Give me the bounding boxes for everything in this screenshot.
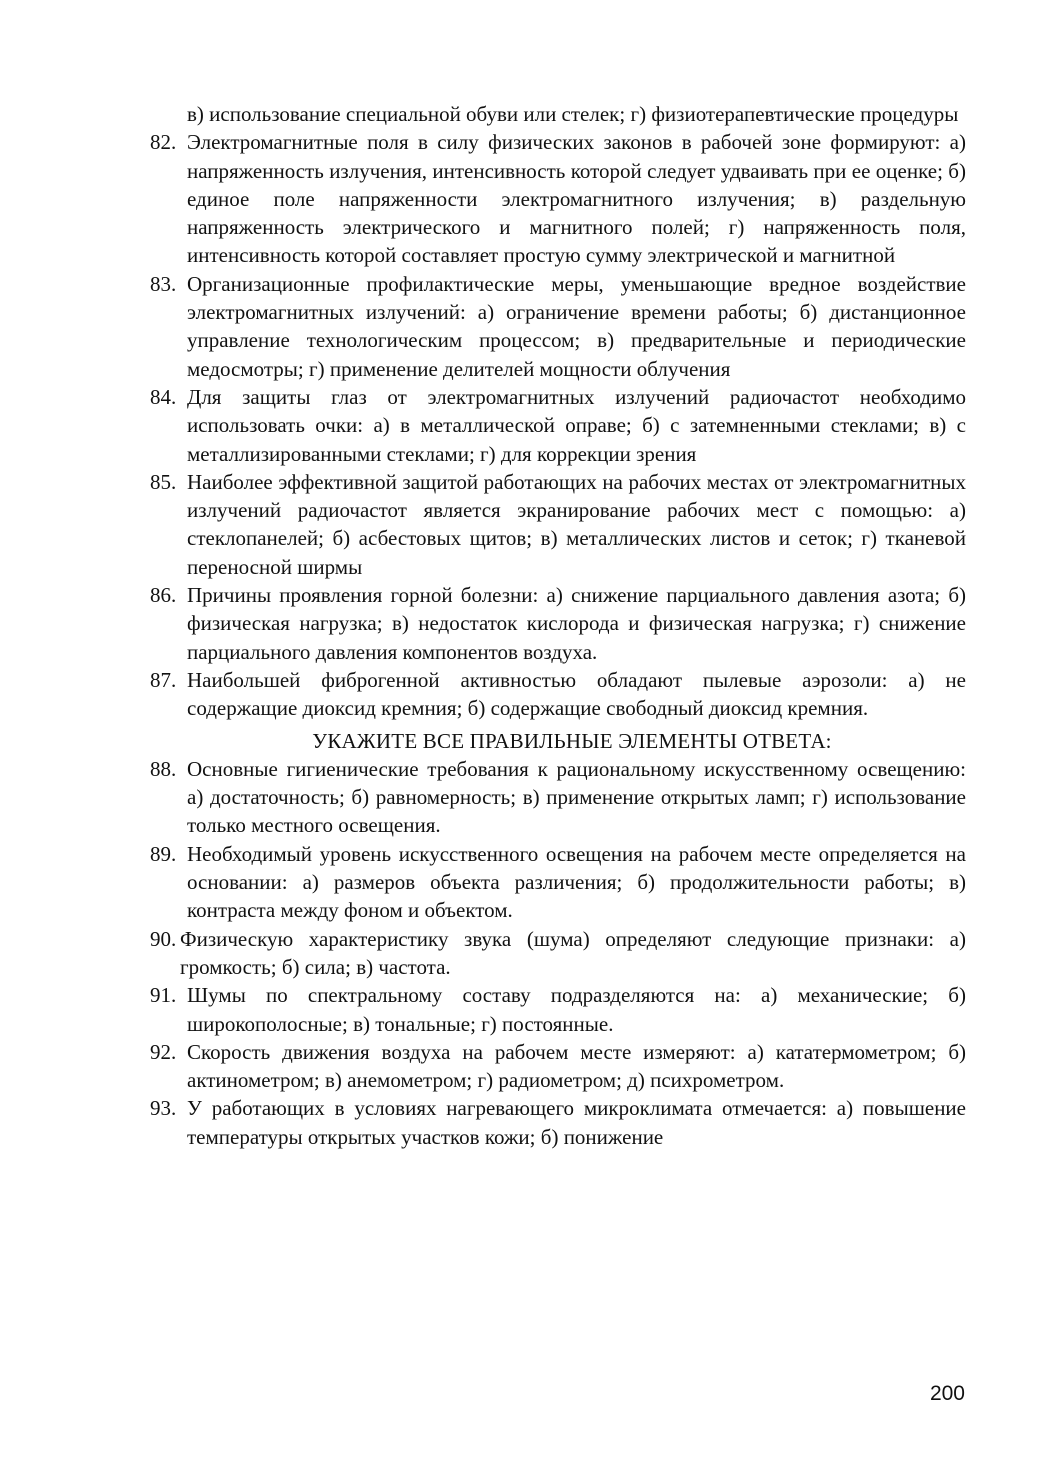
- question-text: Наибольшей фиброгенной активностью обладают пылевые аэрозоли: а) не содержащие диоксид кремния; б) содержащие свободный диоксид кремния.: [187, 667, 966, 721]
- question-item: [150, 383, 966, 468]
- question-item: [150, 666, 966, 723]
- page-number: 200: [929, 1382, 965, 1405]
- question-item: [150, 840, 966, 925]
- question-text: Скорость движения воздуха на рабочем месте измеряют: а) кататермометром; б) актинометром; в) анемометром; г) радиометром; д) психрометром.: [187, 1039, 966, 1093]
- question-number: 89.: [150, 841, 177, 866]
- continuation-text: [150, 100, 966, 128]
- question-item: [150, 981, 966, 1038]
- question-text: Необходимый уровень искусственного освещения на рабочем месте определяется на основании: а) размеров объекта различения; б) продолжительности работы; в) контраста между фоном и объектом.: [187, 841, 966, 923]
- question-text: Основные гигиенические требования к рациональному искусственному освещению: а) достаточность; б) равномерность; в) применение открытых ламп; г) использование только местного освещения.: [187, 756, 966, 838]
- question-item: [150, 1038, 966, 1095]
- question-number: 82.: [150, 130, 177, 155]
- question-text: У работающих в условиях нагревающего микроклимата отмечается: а) повышение температуры открытых участков кожи; б) понижение: [187, 1096, 966, 1149]
- question-text: Для защиты глаз от электромагнитных излучений радиочастот необходимо использовать очки: а) в металлической оправе; б) с затемненными стеклами; в) с металлизированными стеклами; г) для коррекции зрения: [187, 384, 966, 466]
- question-item: [150, 1094, 966, 1151]
- question-number: 90.: [150, 926, 177, 951]
- question-text: Наиболее эффективной защитой работающих на рабочих местах от электромагнитных излучений радиочастот является экранирование рабочих мест с помощью: а) стеклопанелей; б) асбестовых щитов; в) металлических листов и сеток; г) тканевой переносной ширмы: [187, 469, 966, 579]
- question-text: Организационные профилактические меры, уменьшающие вредное воздействие электромагнитных излучений: а) ограничение времени работы; б) дистанционное управление технологическим процессом; в) предварительные и периодические медосмотры; г) применение делителей мощности облучения: [187, 271, 966, 381]
- continuation-body: в) использование специальной обуви или стелек; г) физиотерапевтические процедуры: [187, 102, 959, 126]
- question-number: 88.: [150, 756, 177, 781]
- question-text: Причины проявления горной болезни: а) снижение парциального давления азота; б) физическая нагрузка; в) недостаток кислорода и физическая нагрузка; г) снижение парциального давления компонентов воздуха.: [187, 583, 966, 664]
- document-page: [150, 100, 966, 1151]
- question-text: Шумы по спектральному составу подразделяются на: а) механические; б) широкополосные; в) тональные; г) постоянные.: [187, 983, 966, 1036]
- question-item: [150, 925, 966, 982]
- question-number: 91.: [150, 983, 177, 1008]
- question-item: [150, 468, 966, 581]
- question-number: 92.: [150, 1039, 177, 1064]
- question-item: [150, 755, 966, 840]
- question-number: 84.: [150, 384, 177, 409]
- section-heading: УКАЖИТЕ ВСЕ ПРАВИЛЬНЫЕ ЭЛЕМЕНТЫ ОТВЕТА:: [312, 728, 832, 753]
- question-item: [150, 128, 966, 269]
- question-item: [150, 270, 966, 383]
- question-number: 83.: [150, 271, 177, 296]
- question-number: 93.: [150, 1096, 177, 1121]
- question-number: 86.: [150, 583, 177, 608]
- question-number: 85.: [150, 469, 177, 494]
- question-item: [150, 581, 966, 666]
- question-number: 87.: [150, 667, 177, 692]
- question-text: Электромагнитные поля в силу физических законов в рабочей зоне формируют: а) напряженность излучения, интенсивность которой следует удваивать при ее оценке; б) единое поле напряженности электромагнитного излучения; в) раздельную напряженность электрического и магнитного полей; г) напряженность поля, интенсивность которой составляет простую сумму электрической и магнитной: [187, 130, 966, 268]
- question-text: Физическую характеристику звука (шума) определяют следующие признаки: а) громкость; б) сила; в) частота.: [180, 926, 966, 979]
